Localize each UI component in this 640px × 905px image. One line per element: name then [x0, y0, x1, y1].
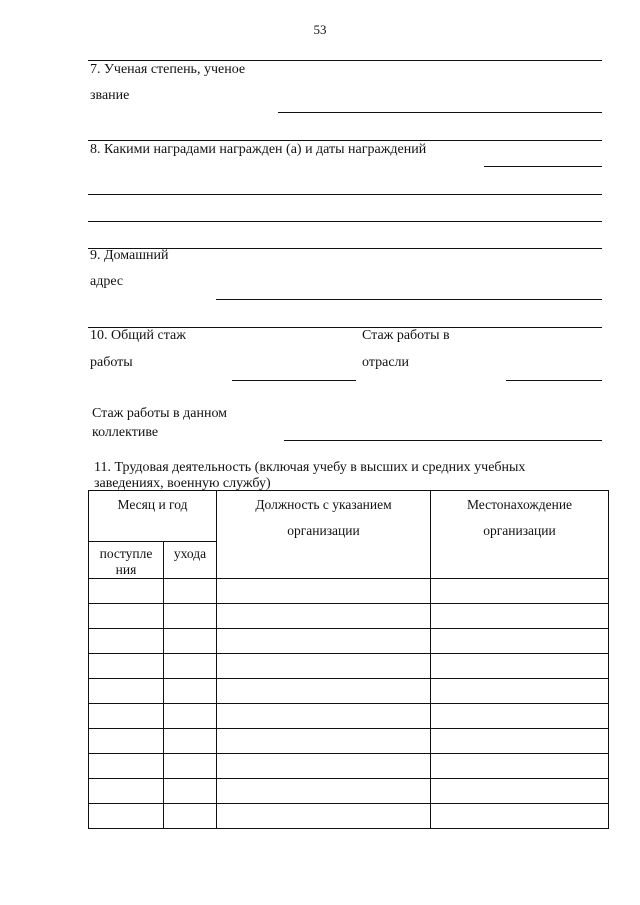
- cell-entry[interactable]: [89, 729, 164, 754]
- cell-exit[interactable]: [164, 779, 217, 804]
- subheader-exit-label: ухода: [173, 546, 207, 561]
- section10-total-label-line1: 10. Общий стаж: [90, 328, 186, 343]
- cell-entry[interactable]: [89, 604, 164, 629]
- cell-entry[interactable]: [89, 679, 164, 704]
- table-row: [89, 629, 609, 654]
- cell-location[interactable]: [431, 754, 609, 779]
- collective-label-line2: коллективе: [92, 425, 159, 440]
- cell-location[interactable]: [431, 729, 609, 754]
- table-row: [89, 654, 609, 679]
- section10-industry-label-line1: Стаж работы в: [362, 328, 450, 343]
- cell-location[interactable]: [431, 804, 609, 829]
- page-number: 53: [313, 22, 327, 37]
- cell-location[interactable]: [431, 654, 609, 679]
- header-position: [217, 491, 431, 579]
- section8-title: 8. Какими наградами награжден (а) и даты награждений: [90, 142, 427, 157]
- table-header-row: [89, 491, 609, 542]
- cell-exit[interactable]: [164, 579, 217, 604]
- table-row: [89, 754, 609, 779]
- collective-answer-line[interactable]: [284, 440, 602, 441]
- header-location: [431, 491, 609, 579]
- cell-location[interactable]: [431, 579, 609, 604]
- cell-position[interactable]: [217, 654, 431, 679]
- cell-entry[interactable]: [89, 654, 164, 679]
- cell-position[interactable]: [217, 804, 431, 829]
- cell-position[interactable]: [217, 679, 431, 704]
- section9-label-line2: адрес: [90, 274, 124, 289]
- section9-answer-line-1[interactable]: [216, 299, 602, 300]
- section7-label-line2: звание: [90, 88, 130, 103]
- cell-exit[interactable]: [164, 704, 217, 729]
- cell-location[interactable]: [431, 779, 609, 804]
- cell-location[interactable]: [431, 629, 609, 654]
- cell-exit[interactable]: [164, 754, 217, 779]
- cell-position[interactable]: [217, 629, 431, 654]
- section10-industry-label-line2: отрасли: [362, 355, 410, 370]
- header-position-line1: Должность с указанием: [255, 497, 392, 512]
- cell-location[interactable]: [431, 704, 609, 729]
- section10-industry-answer-line[interactable]: [506, 380, 602, 381]
- cell-position[interactable]: [217, 604, 431, 629]
- section10-total-answer-line[interactable]: [232, 380, 356, 381]
- table-row: [89, 804, 609, 829]
- cell-position[interactable]: [217, 579, 431, 604]
- table-row: [89, 779, 609, 804]
- header-location-line1: Местонахождение: [466, 497, 573, 512]
- section10-total-label-line2: работы: [90, 355, 133, 370]
- cell-position[interactable]: [217, 729, 431, 754]
- section9-label-line1: 9. Домашний: [90, 248, 169, 263]
- cell-location[interactable]: [431, 604, 609, 629]
- cell-exit[interactable]: [164, 654, 217, 679]
- cell-exit[interactable]: [164, 729, 217, 754]
- table-row: [89, 679, 609, 704]
- table-row: [89, 604, 609, 629]
- table-row: [89, 729, 609, 754]
- section7-label-line1: 7. Ученая степень, ученое: [90, 62, 246, 77]
- section11-title-line2: заведениях, военную службу): [94, 476, 271, 491]
- section11-title-line1: 11. Трудовая деятельность (включая учебу в высших и средних учебных: [94, 460, 526, 475]
- rule-top: [88, 60, 602, 61]
- subheader-entry-line1: поступле: [99, 546, 153, 561]
- section8-answer-line-3[interactable]: [88, 221, 602, 222]
- table-row: [89, 704, 609, 729]
- work-history-table: [88, 490, 609, 829]
- cell-entry[interactable]: [89, 779, 164, 804]
- header-month-year-label: Месяц и год: [117, 497, 188, 512]
- cell-position[interactable]: [217, 779, 431, 804]
- cell-entry[interactable]: [89, 754, 164, 779]
- header-location-line2: организации: [483, 523, 556, 538]
- header-month-year: [89, 491, 217, 542]
- cell-position[interactable]: [217, 754, 431, 779]
- collective-label-line1: Стаж работы в данном: [92, 406, 228, 421]
- cell-entry[interactable]: [89, 704, 164, 729]
- subheader-entry: [89, 542, 164, 579]
- cell-exit[interactable]: [164, 679, 217, 704]
- cell-exit[interactable]: [164, 804, 217, 829]
- subheader-exit: [164, 542, 217, 579]
- section8-answer-line-2[interactable]: [88, 194, 602, 195]
- cell-entry[interactable]: [89, 579, 164, 604]
- cell-entry[interactable]: [89, 804, 164, 829]
- table-row: [89, 579, 609, 604]
- cell-exit[interactable]: [164, 604, 217, 629]
- cell-entry[interactable]: [89, 629, 164, 654]
- cell-exit[interactable]: [164, 629, 217, 654]
- section8-answer-line-1[interactable]: [484, 166, 602, 167]
- subheader-entry-line2: ния: [115, 562, 137, 577]
- header-position-line2: организации: [287, 523, 360, 538]
- cell-location[interactable]: [431, 679, 609, 704]
- section7-answer-line[interactable]: [278, 112, 602, 113]
- section7-answer-line-2[interactable]: [88, 140, 602, 141]
- cell-position[interactable]: [217, 704, 431, 729]
